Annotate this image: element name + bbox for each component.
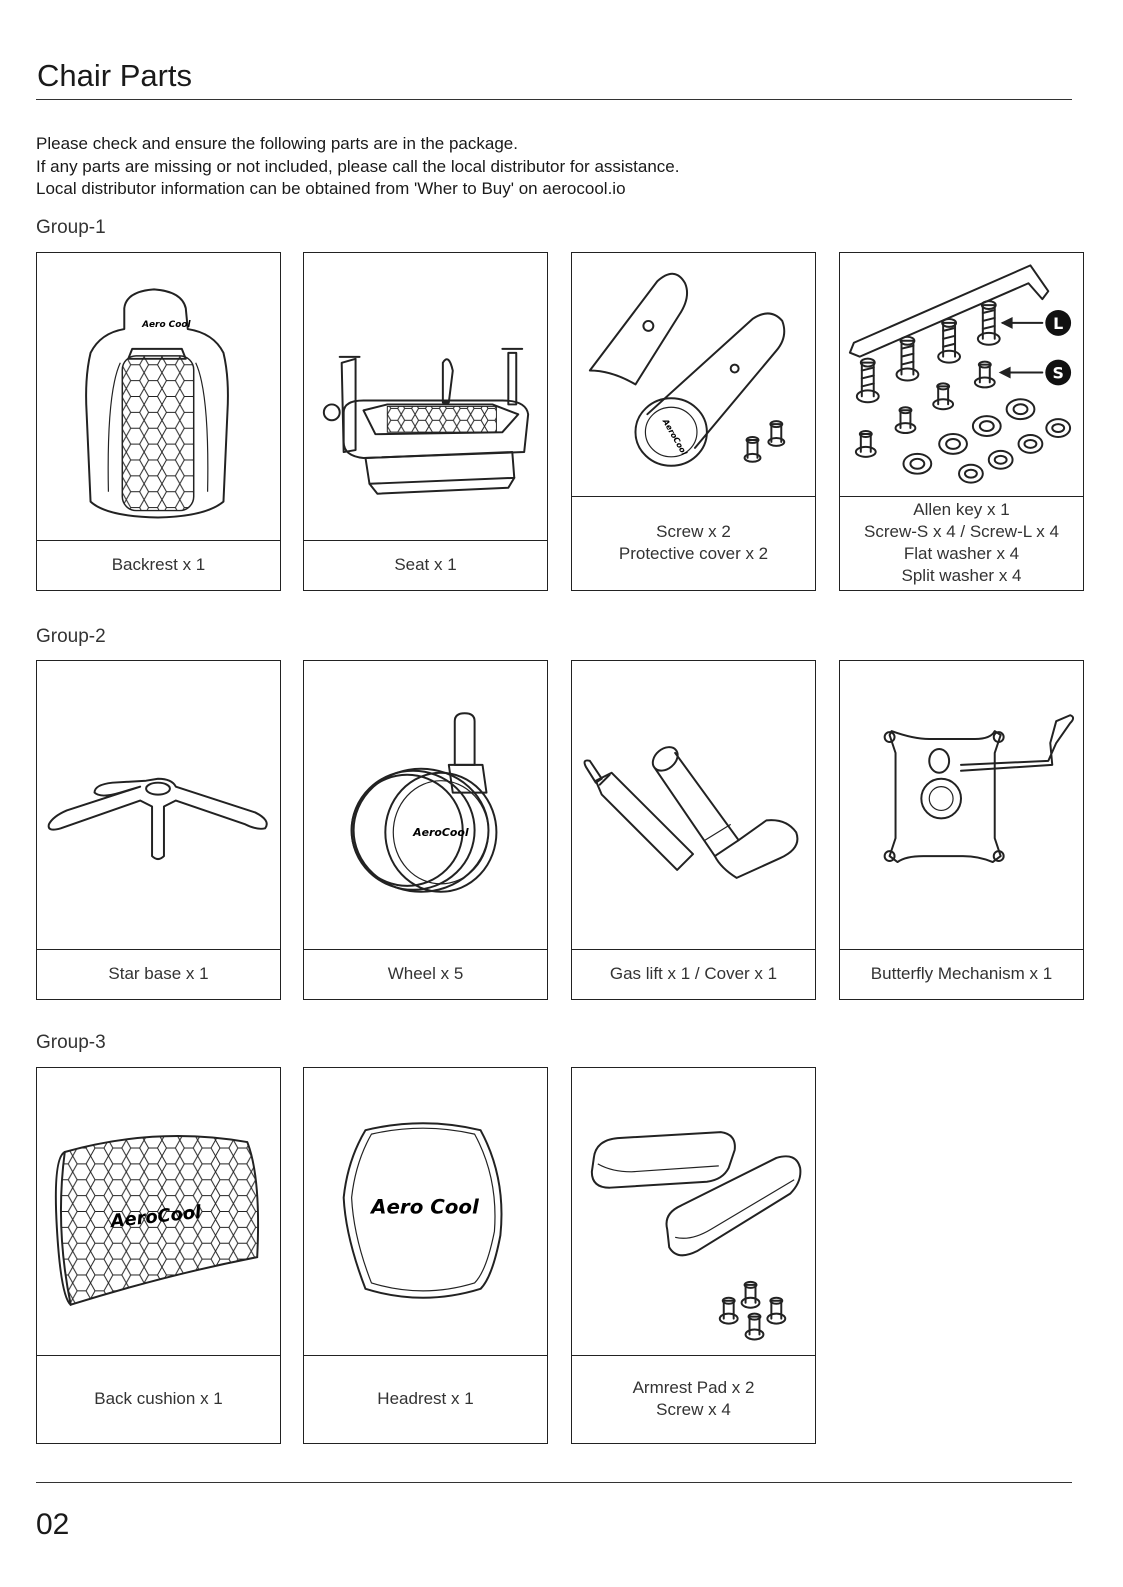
star-base-caption: [37, 948, 280, 999]
marker-l-label: L: [1053, 313, 1064, 333]
part-card-headrest: [303, 1067, 548, 1444]
group-3-label: Group-3: [36, 1032, 106, 1053]
wheel-illustration: [304, 661, 547, 950]
butterfly-caption-line-1: Butterfly Mechanism x 1: [870, 963, 1053, 983]
part-card-hardware: [839, 252, 1084, 591]
armrest-caption: [572, 1355, 815, 1443]
part-card-backrest: [36, 252, 281, 591]
wheel-logo: AeroCool: [413, 826, 469, 840]
backrest-illustration: [37, 253, 280, 541]
wheel-caption-line-1: Wheel x 5: [387, 963, 464, 983]
back-cushion-caption-line-1: Back cushion x 1: [94, 1389, 223, 1408]
gas-lift-caption: [572, 948, 815, 999]
screw-cover-caption: [572, 495, 815, 590]
cover-logo: AeroCool: [660, 417, 689, 457]
back-cushion-caption: [37, 1355, 280, 1443]
marker-s-label: S: [1052, 363, 1064, 383]
part-card-screw-cover: [571, 252, 816, 591]
headrest-logo: Aero Cool: [371, 1195, 479, 1219]
star-base-illustration: [37, 661, 280, 950]
headrest-illustration: [304, 1068, 547, 1356]
hardware-caption-line-4: Split washer x 4: [901, 565, 1022, 585]
back-cushion-illustration: [37, 1068, 280, 1356]
star-base-caption-line-1: Star base x 1: [108, 963, 209, 983]
armrest-caption-line-1: Armrest Pad x 2: [632, 1378, 755, 1397]
part-card-armrest: [571, 1067, 816, 1444]
screw-cover-caption-line-2: Protective cover x 2: [618, 543, 769, 563]
screw-cover-caption-line-1: Screw x 2: [656, 521, 731, 541]
seat-caption: [304, 539, 547, 590]
seat-illustration: [304, 253, 547, 541]
part-card-star-base: [36, 660, 281, 1000]
cushion-logo: AeroCool: [109, 1201, 203, 1233]
gas-lift-caption-line-1: Gas lift x 1 / Cover x 1: [609, 963, 778, 983]
hardware-illustration: [840, 253, 1083, 497]
title-divider: [36, 99, 1072, 100]
group-2-label: Group-2: [36, 626, 106, 647]
group-1-label: Group-1: [36, 217, 106, 238]
backrest-caption: [37, 539, 280, 590]
headrest-caption-line-1: Headrest x 1: [377, 1389, 474, 1408]
page-title: Chair Parts: [37, 58, 193, 93]
part-card-back-cushion: [36, 1067, 281, 1444]
screw-cover-illustration: [572, 253, 815, 497]
backrest-logo: Aero Cool: [142, 320, 191, 331]
armrest-illustration: [572, 1068, 815, 1356]
hardware-caption-line-1: Allen key x 1: [913, 499, 1010, 519]
hardware-caption-line-3: Flat washer x 4: [903, 543, 1020, 563]
wheel-caption: [304, 948, 547, 999]
part-card-seat: [303, 252, 548, 591]
seat-caption-line-1: Seat x 1: [394, 554, 457, 574]
intro-line-3: Local distributor information can be obtained from 'Wher to Buy' on aerocool.io: [36, 179, 626, 198]
footer-divider: [36, 1482, 1072, 1483]
page-number: 02: [36, 1508, 70, 1541]
hardware-caption: [840, 495, 1083, 590]
part-card-wheel: [303, 660, 548, 1000]
butterfly-illustration: [840, 661, 1083, 950]
gas-lift-illustration: [572, 661, 815, 950]
armrest-caption-line-2: Screw x 4: [656, 1400, 731, 1419]
hardware-caption-line-2: Screw-S x 4 / Screw-L x 4: [864, 521, 1059, 541]
intro-line-1: Please check and ensure the following parts are in the package.: [36, 134, 518, 153]
part-card-gas-lift: [571, 660, 816, 1000]
headrest-caption: [304, 1355, 547, 1443]
part-card-butterfly: [839, 660, 1084, 1000]
butterfly-caption: [840, 948, 1083, 999]
intro-line-2: If any parts are missing or not included, please call the local distributor for assistance.: [36, 156, 680, 176]
intro-text: [36, 133, 680, 201]
backrest-caption-line-1: Backrest x 1: [111, 554, 206, 574]
